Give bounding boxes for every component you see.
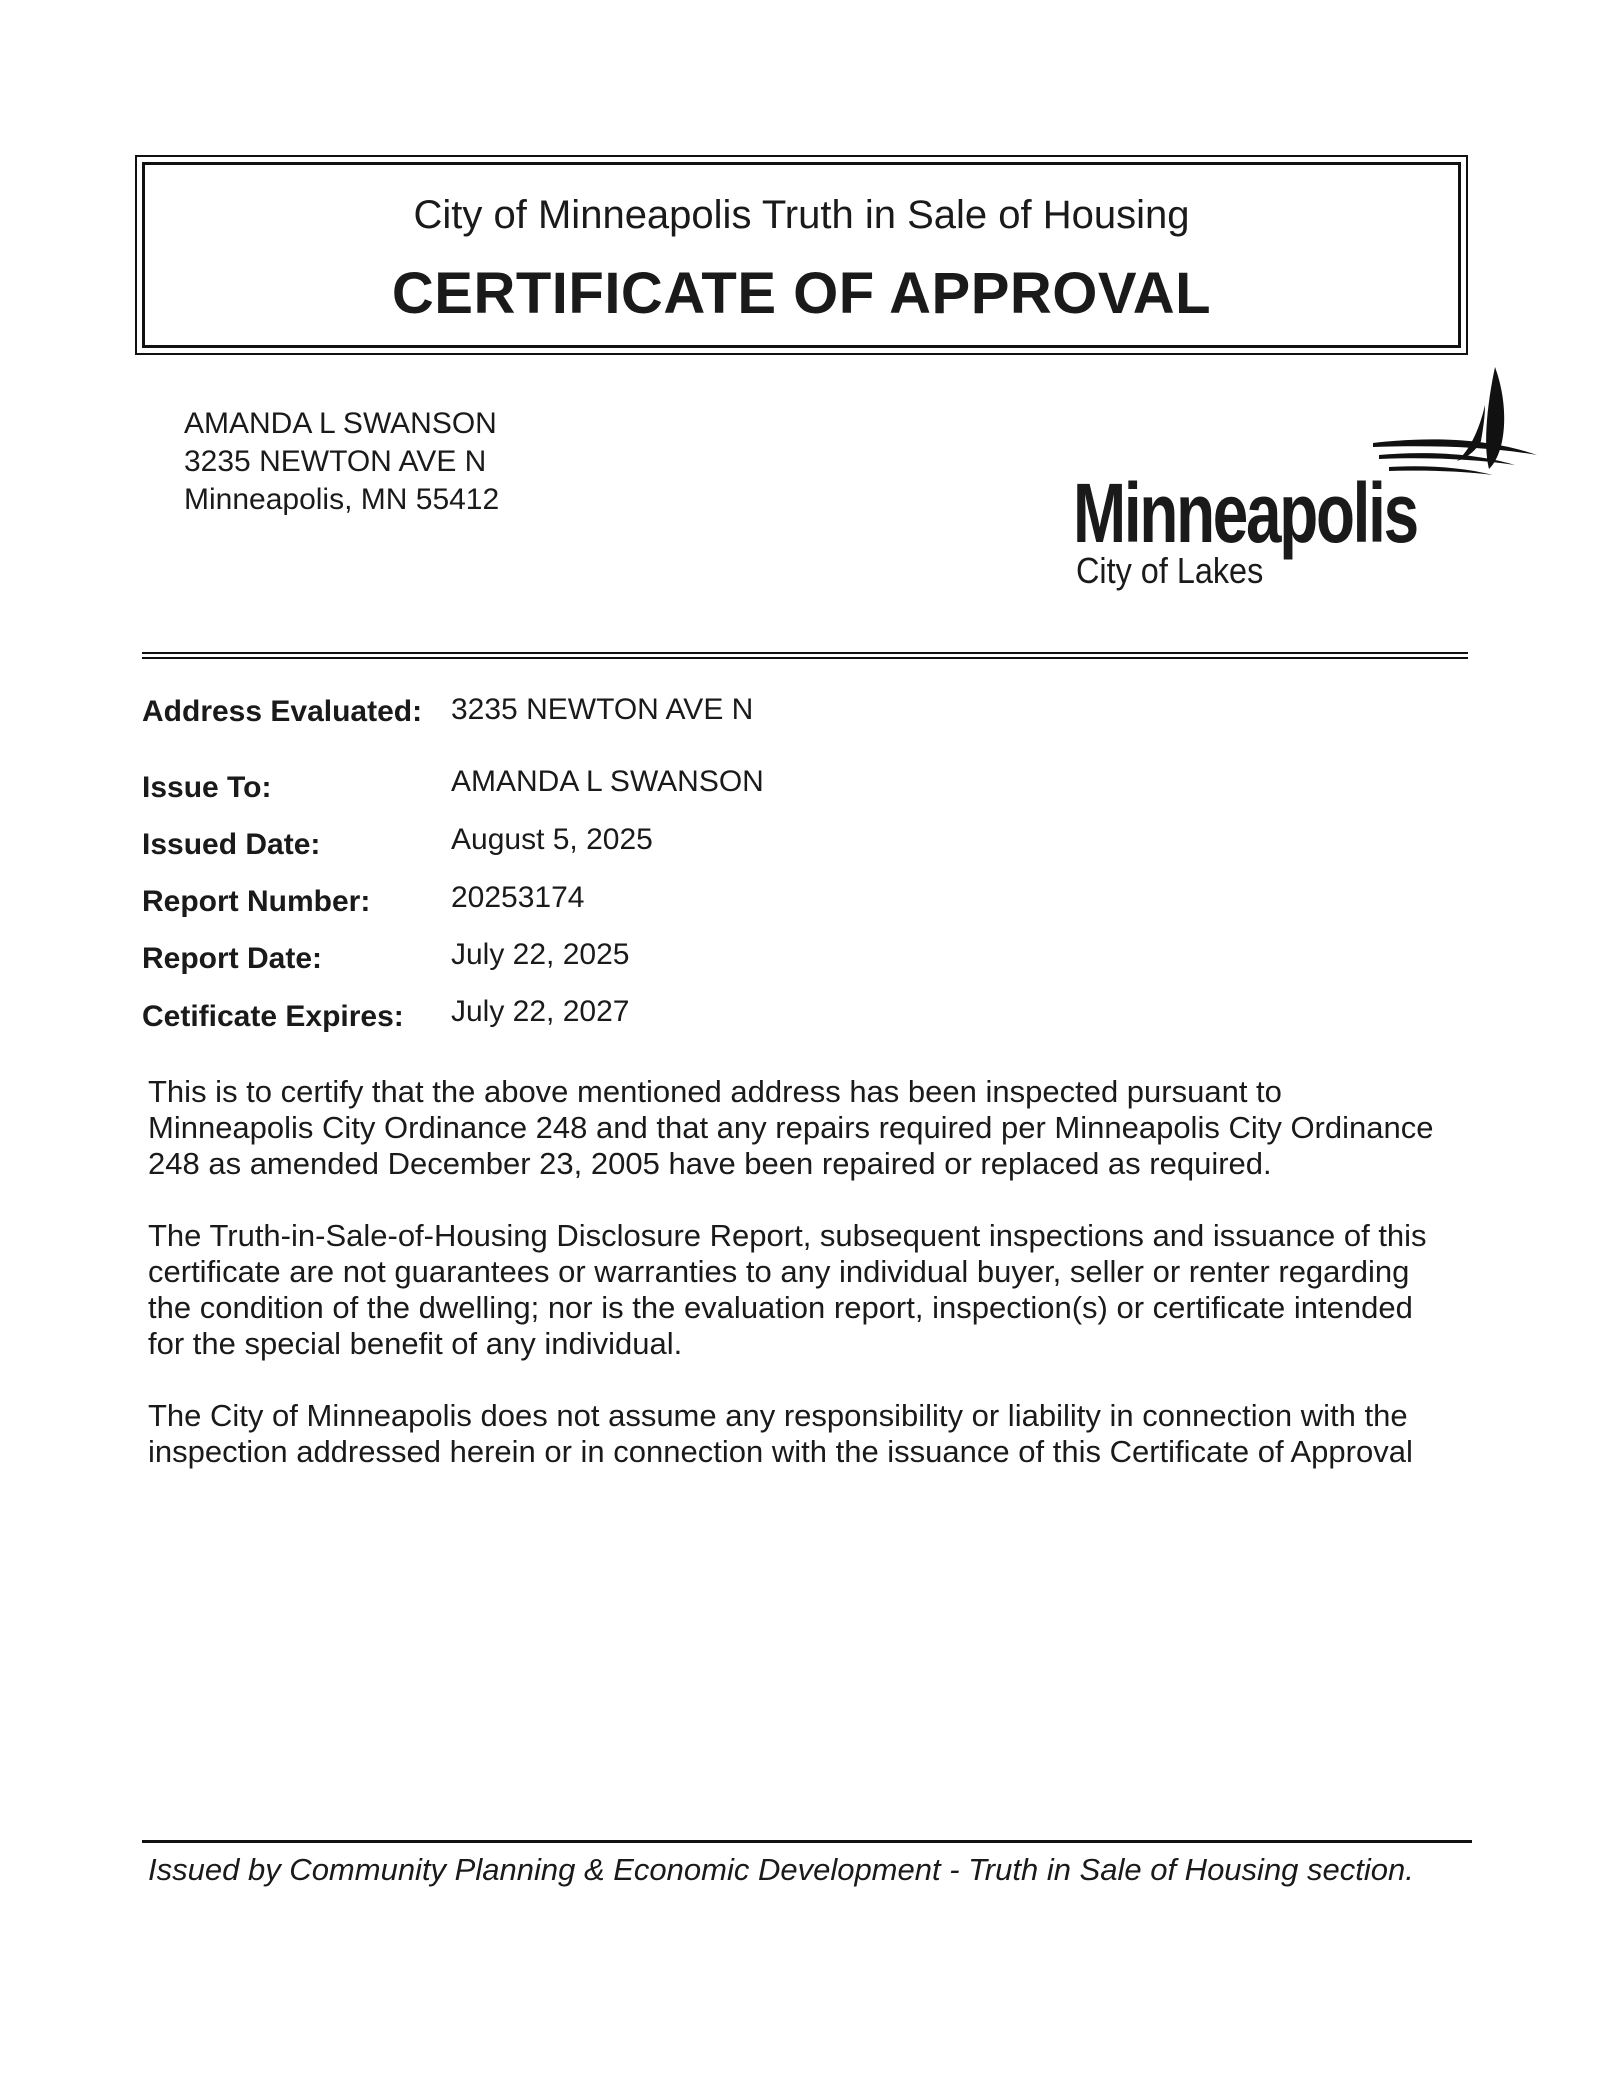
certificate-expires-label: Cetificate Expires: (142, 1000, 404, 1033)
issue-to-label: Issue To: (142, 771, 272, 804)
liability-paragraph (148, 1398, 1478, 1470)
logo-wordmark: Minneapolis (1073, 466, 1417, 560)
paragraph-line: The Truth-in-Sale-of-Housing Disclosure Report, subsequent inspections and issuance of this (148, 1218, 1427, 1253)
paragraph-line: 248 as amended December 23, 2005 have been repaired or replaced as required. (148, 1146, 1272, 1181)
minneapolis-logo (1065, 365, 1475, 605)
issued-date-value: August 5, 2025 (451, 823, 653, 856)
report-number-label: Report Number: (142, 885, 371, 918)
certification-paragraph (148, 1074, 1478, 1182)
issue-to-value: AMANDA L SWANSON (451, 765, 764, 798)
disclaimer-paragraph (148, 1218, 1478, 1362)
recipient-street: 3235 NEWTON AVE N (184, 445, 487, 478)
paragraph-line: The City of Minneapolis does not assume any responsibility or liability in connection with the (148, 1398, 1408, 1433)
recipient-name: AMANDA L SWANSON (184, 407, 497, 440)
footer-divider (142, 1840, 1472, 1843)
double-divider (142, 652, 1468, 659)
footer-issuer-note: Issued by Community Planning & Economic Development - Truth in Sale of Housing section. (148, 1852, 1414, 1887)
paragraph-line: Minneapolis City Ordinance 248 and that any repairs required per Minneapolis City Ordinance (148, 1110, 1434, 1145)
paragraph-line: the condition of the dwelling; nor is the evaluation report, inspection(s) or certificate intended (148, 1290, 1413, 1325)
paragraph-line: inspection addressed herein or in connection with the issuance of this Certificate of Approval (148, 1434, 1413, 1469)
address-evaluated-value: 3235 NEWTON AVE N (451, 693, 754, 726)
recipient-city-state-zip: Minneapolis, MN 55412 (184, 483, 500, 516)
issued-date-label: Issued Date: (142, 828, 321, 861)
certificate-title-inner (142, 162, 1461, 348)
recipient-address-block (184, 405, 499, 519)
report-date-value: July 22, 2025 (451, 938, 630, 971)
paragraph-line: This is to certify that the above mentioned address has been inspected pursuant to (148, 1074, 1282, 1109)
paragraph-line: certificate are not guarantees or warranties to any individual buyer, seller or renter regarding (148, 1254, 1410, 1289)
address-evaluated-label: Address Evaluated: (142, 695, 423, 728)
certificate-title: CERTIFICATE OF APPROVAL (391, 261, 1212, 326)
report-date-label: Report Date: (142, 942, 323, 975)
logo-tagline: City of Lakes (1076, 550, 1264, 591)
certificate-title-box (135, 155, 1468, 355)
report-number-value: 20253174 (451, 881, 585, 914)
paragraph-line: for the special benefit of any individual. (148, 1326, 683, 1361)
certificate-subtitle: City of Minneapolis Truth in Sale of Housing (413, 193, 1190, 237)
certificate-expires-value: July 22, 2027 (451, 995, 630, 1028)
